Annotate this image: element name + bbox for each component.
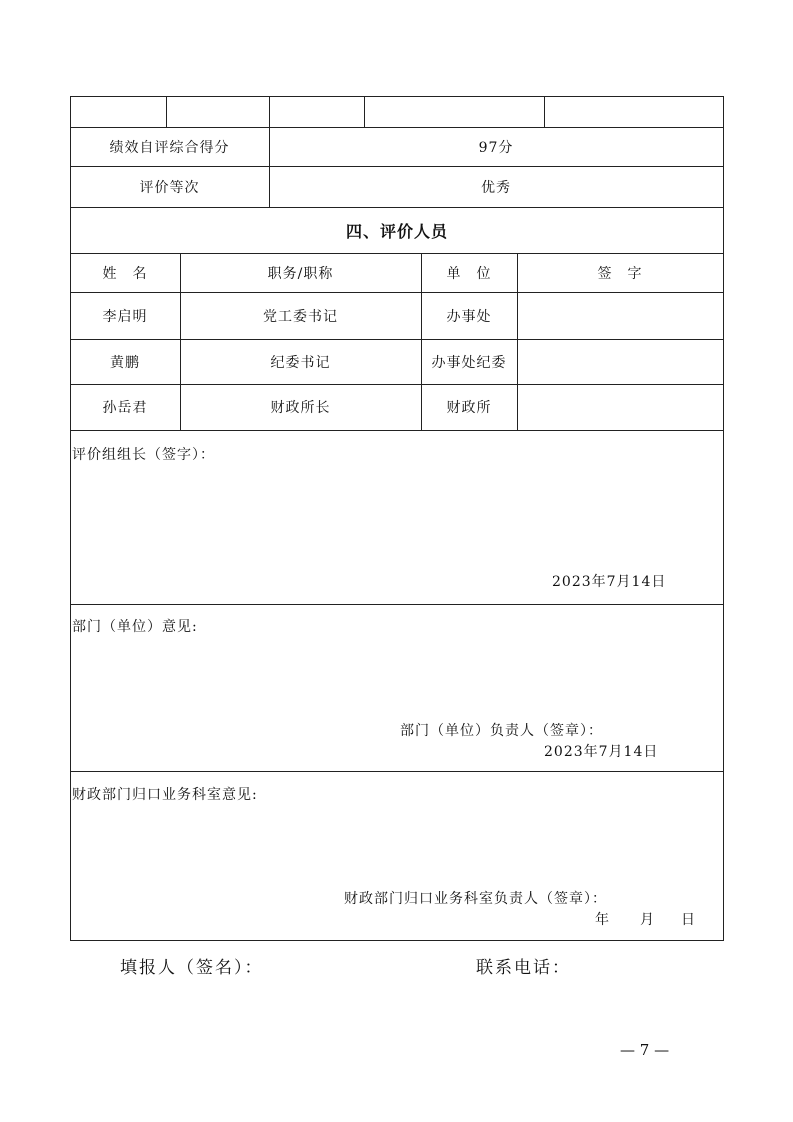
filler-label: 填报人（签名）： — [120, 958, 264, 978]
finance-date-year: 年 — [595, 912, 610, 928]
department-signer-label: 部门（单位）负责人（签章）： — [400, 723, 603, 739]
group-leader-date: 2023年7月14日 — [552, 574, 667, 590]
reviewer-signature[interactable] — [517, 339, 723, 384]
group-leader-label: 评价组组长（签字）： — [72, 447, 215, 463]
total-score-label: 绩效自评综合得分 — [109, 139, 230, 156]
finance-opinion-label: 财政部门归口业务科室意见: — [72, 787, 258, 803]
finance-date-day: 日 — [681, 912, 696, 928]
phone-label: 联系电话： — [476, 958, 571, 978]
reviewer-signature[interactable] — [517, 292, 723, 339]
reviewer-unit: 办事处纪委 — [431, 354, 507, 371]
reviewer-position: 财政所长 — [270, 400, 331, 416]
reviewer-position: 纪委书记 — [270, 354, 331, 371]
department-opinion-label: 部门（单位）意见: — [72, 619, 198, 635]
header-signature: 签 字 — [597, 265, 643, 282]
header-unit: 单 位 — [446, 265, 492, 282]
grade-value: 优秀 — [481, 179, 511, 196]
finance-signer-label: 财政部门归口业务科室负责人（签章）： — [344, 891, 607, 907]
reviewer-name: 李启明 — [102, 308, 148, 325]
finance-date-month: 月 — [640, 912, 655, 928]
header-name: 姓 名 — [102, 265, 148, 282]
department-opinion-date: 2023年7月14日 — [544, 744, 659, 760]
reviewer-name: 孙岳君 — [102, 400, 148, 416]
reviewers-section-title: 四、评价人员 — [345, 221, 448, 241]
header-position: 职务/职称 — [267, 265, 334, 282]
reviewer-unit: 办事处 — [446, 308, 492, 325]
reviewer-signature[interactable] — [517, 384, 723, 430]
reviewer-name: 黄鹏 — [110, 354, 140, 371]
reviewer-unit: 财政所 — [446, 400, 492, 416]
page-number: — 7 — — [620, 1041, 670, 1059]
total-score-value: 97分 — [478, 139, 514, 156]
reviewer-position: 党工委书记 — [263, 308, 338, 325]
grade-label: 评价等次 — [139, 179, 200, 196]
